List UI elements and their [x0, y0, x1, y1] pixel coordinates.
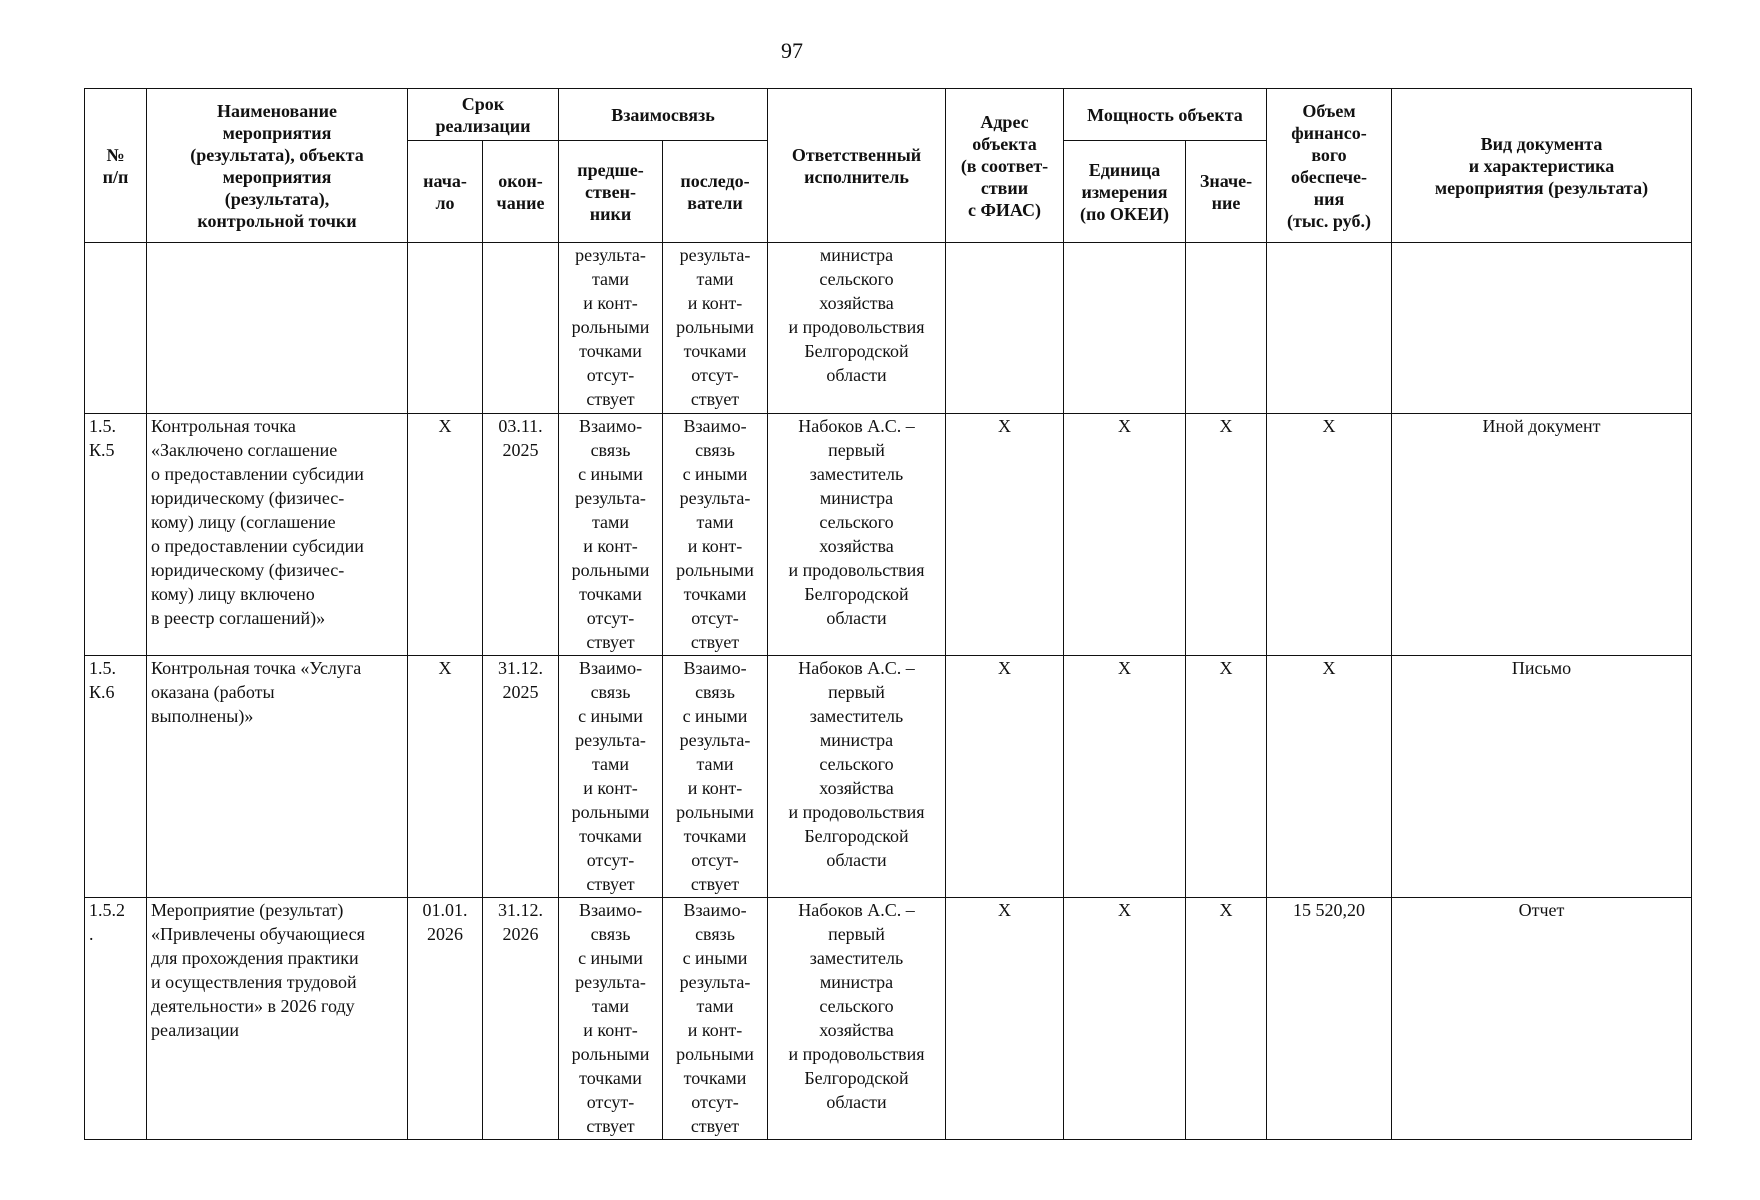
header-document: Вид документа и характеристика мероприятия (результата): [1392, 89, 1692, 243]
header-row-1: [85, 89, 1692, 141]
header-num: № п/п: [85, 89, 147, 243]
cell-predecessors: Взаимо- связь с иными результа- тами и конт- рольными точками отсут- ствует: [559, 414, 663, 656]
cell-start: [408, 243, 483, 414]
table-row: [85, 898, 1692, 1140]
cell-end: 31.12. 2026: [483, 898, 559, 1140]
cell-num: [85, 243, 147, 414]
header-unit: Единица измерения (по ОКЕИ): [1064, 141, 1186, 243]
header-end: окон- чание: [483, 141, 559, 243]
cell-finance: [1267, 243, 1392, 414]
cell-responsible: Набоков А.С. – первый заместитель министра сельского хозяйства и продовольствия Белгородской области: [768, 656, 946, 898]
header-value: Значе- ние: [1186, 141, 1267, 243]
cell-successors: Взаимо- связь с иными результа- тами и конт- рольными точками отсут- ствует: [663, 414, 768, 656]
cell-successors: результа- тами и конт- рольными точками отсут- ствует: [663, 243, 768, 414]
cell-name: Контрольная точка «Заключено соглашение о предоставлении субсидии юридическому (физичес- кому) лицу (соглашение о предоставлении субсидии юридическому (физичес- кому) лицу включено в реестр соглашений)»: [147, 414, 408, 656]
cell-responsible: Набоков А.С. – первый заместитель министра сельского хозяйства и продовольствия Белгородской области: [768, 414, 946, 656]
cell-num: 1.5. К.6: [85, 656, 147, 898]
cell-value: X: [1186, 414, 1267, 656]
cell-successors: Взаимо- связь с иными результа- тами и конт- рольными точками отсут- ствует: [663, 898, 768, 1140]
header-name: Наименование мероприятия (результата), объекта мероприятия (результата), контрольной точки: [147, 89, 408, 243]
cell-document: Отчет: [1392, 898, 1692, 1140]
cell-start: 01.01. 2026: [408, 898, 483, 1140]
header-start: нача- ло: [408, 141, 483, 243]
cell-name: [147, 243, 408, 414]
cell-finance: X: [1267, 656, 1392, 898]
cell-value: [1186, 243, 1267, 414]
header-finance: Объем финансо- вого обеспече- ния (тыс. руб.): [1267, 89, 1392, 243]
header-term: Срок реализации: [408, 89, 559, 141]
cell-address: [946, 243, 1064, 414]
cell-responsible: Набоков А.С. – первый заместитель министра сельского хозяйства и продовольствия Белгородской области: [768, 898, 946, 1140]
cell-name: Контрольная точка «Услуга оказана (работы выполнены)»: [147, 656, 408, 898]
header-address: Адрес объекта (в соответ- ствии с ФИАС): [946, 89, 1064, 243]
cell-address: X: [946, 656, 1064, 898]
header-responsible: Ответственный исполнитель: [768, 89, 946, 243]
cell-address: X: [946, 898, 1064, 1140]
table-row: [85, 414, 1692, 656]
measures-table: [84, 88, 1692, 1140]
cell-end: 03.11. 2025: [483, 414, 559, 656]
cell-predecessors: Взаимо- связь с иными результа- тами и конт- рольными точками отсут- ствует: [559, 656, 663, 898]
table-row: [85, 656, 1692, 898]
header-successors: последо- ватели: [663, 141, 768, 243]
cell-finance: X: [1267, 414, 1392, 656]
cell-unit: X: [1064, 656, 1186, 898]
cell-start: X: [408, 656, 483, 898]
cell-unit: X: [1064, 414, 1186, 656]
cell-name: Мероприятие (результат) «Привлечены обучающиеся для прохождения практики и осуществления трудовой деятельности» в 2026 году реализации: [147, 898, 408, 1140]
cell-unit: [1064, 243, 1186, 414]
cell-num: 1.5.2 .: [85, 898, 147, 1140]
page-number: 97: [781, 38, 803, 63]
cell-address: X: [946, 414, 1064, 656]
cell-unit: X: [1064, 898, 1186, 1140]
cell-responsible: министра сельского хозяйства и продовольствия Белгородской области: [768, 243, 946, 414]
header-predecessors: предше- ствен- ники: [559, 141, 663, 243]
cell-document: Письмо: [1392, 656, 1692, 898]
cell-value: X: [1186, 656, 1267, 898]
cell-document: Иной документ: [1392, 414, 1692, 656]
cell-predecessors: Взаимо- связь с иными результа- тами и конт- рольными точками отсут- ствует: [559, 898, 663, 1140]
cell-end: [483, 243, 559, 414]
cell-end: 31.12. 2025: [483, 656, 559, 898]
header-power: Мощность объекта: [1064, 89, 1267, 141]
cell-finance: 15 520,20: [1267, 898, 1392, 1140]
cell-start: X: [408, 414, 483, 656]
header-link: Взаимосвязь: [559, 89, 768, 141]
cell-successors: Взаимо- связь с иными результа- тами и конт- рольными точками отсут- ствует: [663, 656, 768, 898]
cell-predecessors: результа- тами и конт- рольными точками отсут- ствует: [559, 243, 663, 414]
cell-document: [1392, 243, 1692, 414]
cell-num: 1.5. К.5: [85, 414, 147, 656]
cell-value: X: [1186, 898, 1267, 1140]
table-row: [85, 243, 1692, 414]
